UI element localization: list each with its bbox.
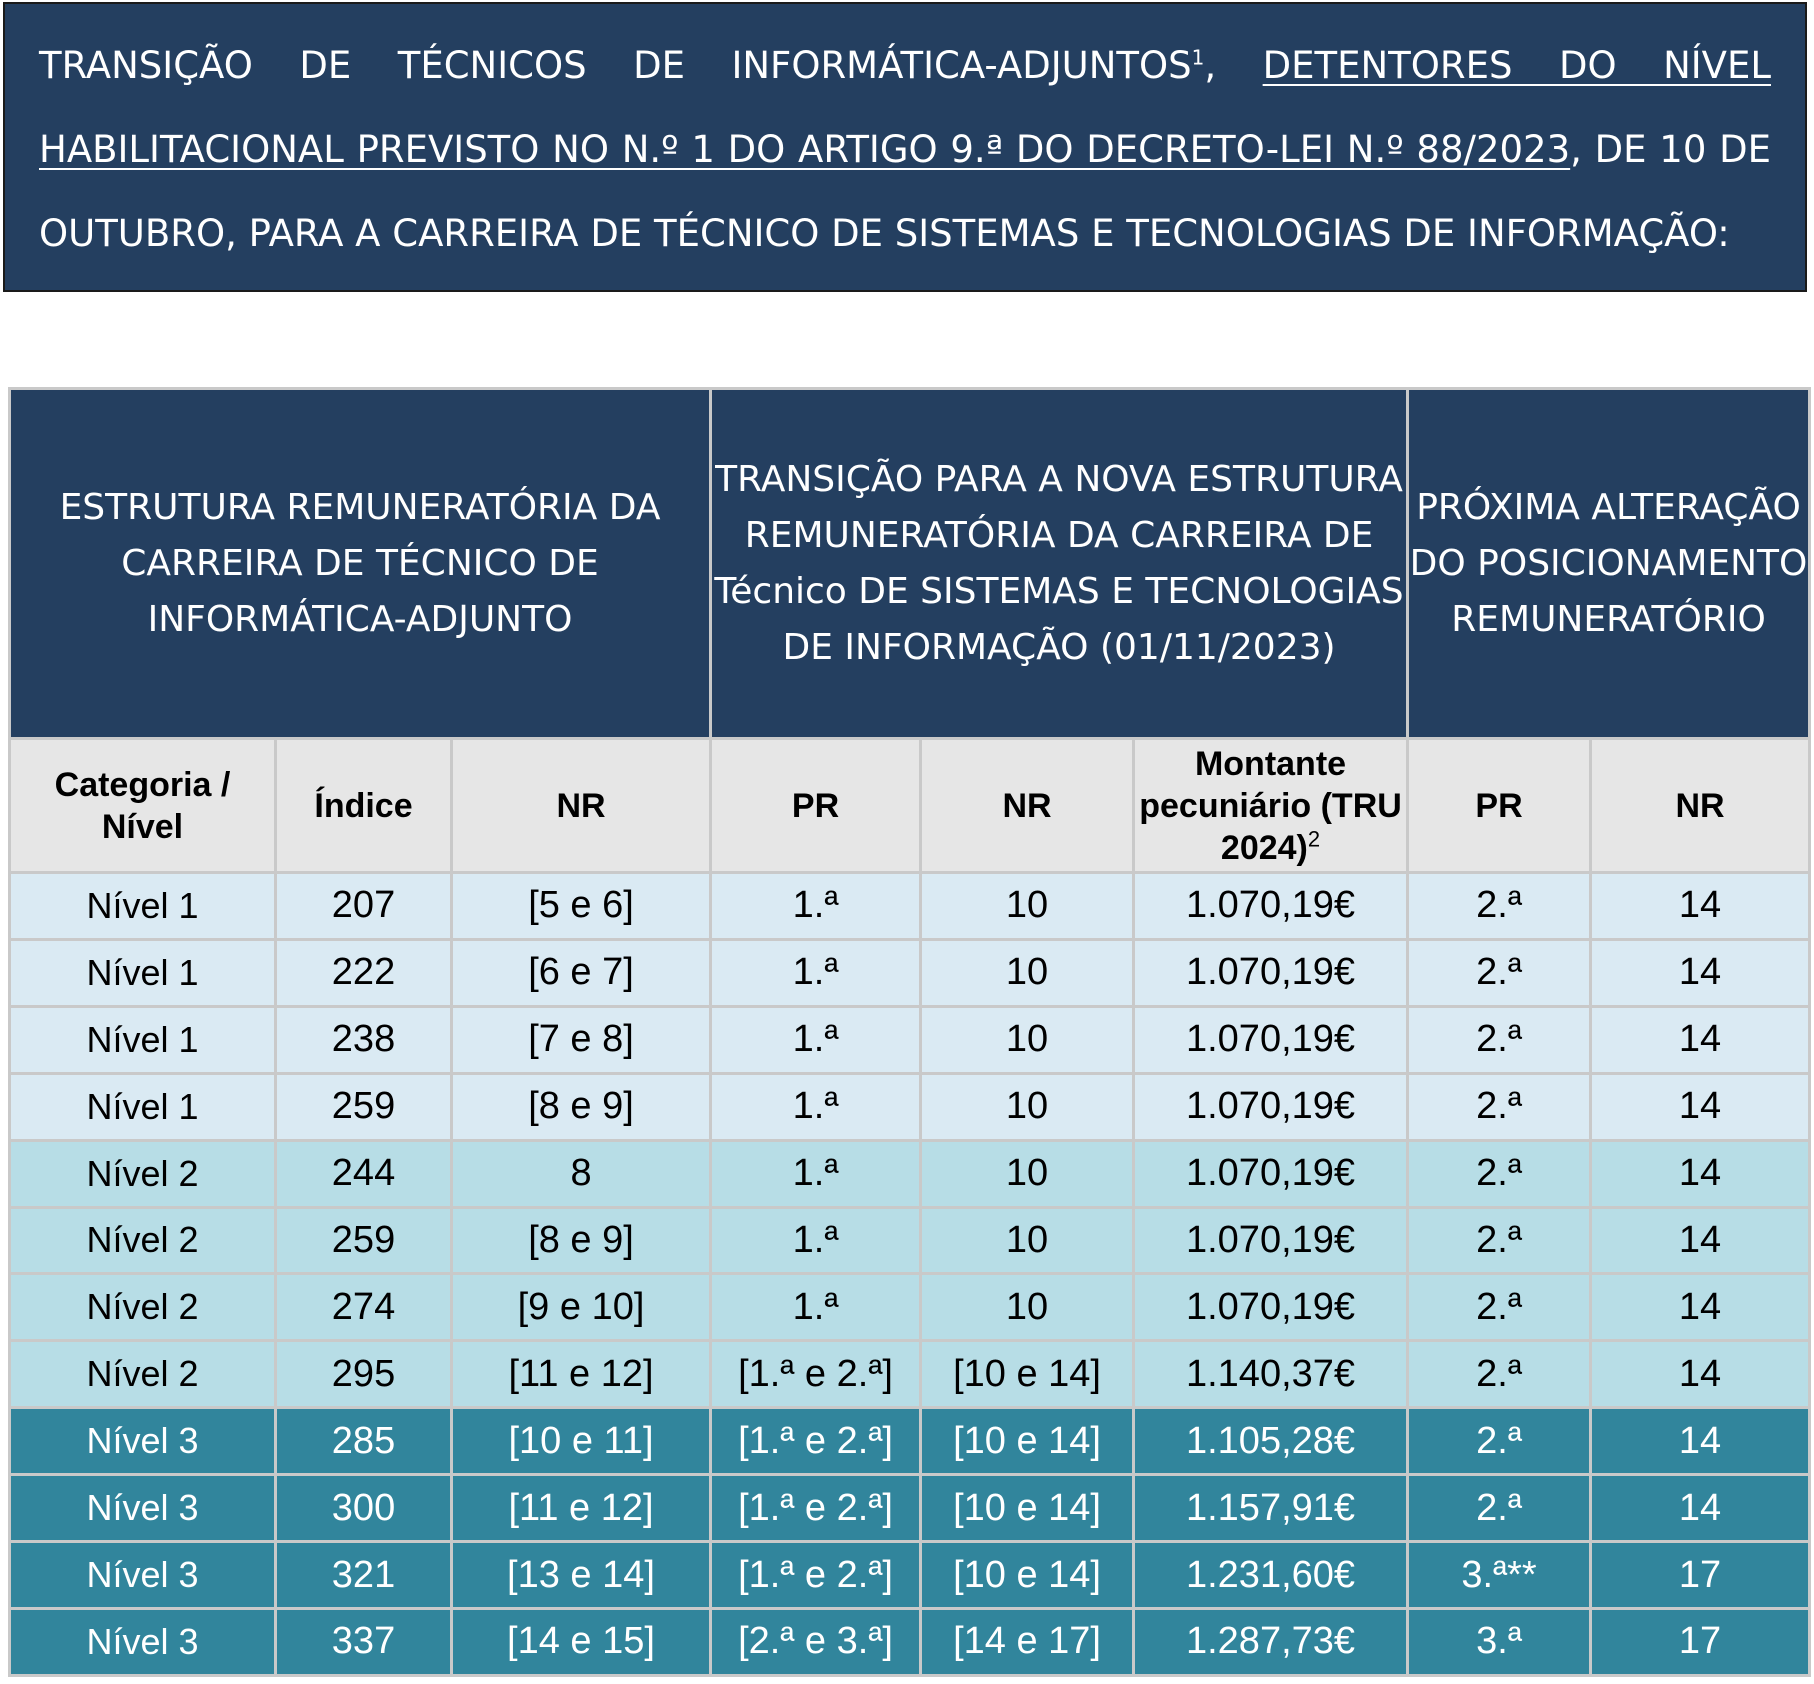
cell-nr-next: 14: [1591, 1341, 1810, 1408]
cell-pr-new: 1.ª: [711, 939, 921, 1006]
cell-categoria: Nível 2: [10, 1140, 276, 1207]
cell-montante: 1.070,19€: [1134, 1274, 1408, 1341]
cell-montante: 1.231,60€: [1134, 1542, 1408, 1609]
cell-nr-next: 14: [1591, 1408, 1810, 1475]
cell-categoria: Nível 1: [10, 1073, 276, 1140]
cell-pr-next: 2.ª: [1408, 1475, 1591, 1542]
montante-label: Montante pecuniário (TRU 2024): [1139, 744, 1402, 867]
cell-pr-next: 2.ª: [1408, 1073, 1591, 1140]
cell-indice: 321: [276, 1542, 452, 1609]
cell-montante: 1.287,73€: [1134, 1608, 1408, 1675]
cell-pr-new: [1.ª e 2.ª]: [711, 1341, 921, 1408]
group-header-row: [10, 389, 1810, 739]
cell-pr-next: 2.ª: [1408, 1006, 1591, 1073]
banner-text-part2: , DE 10 DE OUTUBRO, PARA A CARREIRA DE TÉCNICO DE SISTEMAS E TECNOLOGIAS DE INFORMAÇÃO:: [39, 128, 1771, 255]
cell-nr-new: 10: [921, 1006, 1134, 1073]
cell-nr-new: [10 e 14]: [921, 1408, 1134, 1475]
table-row: [10, 1542, 1810, 1609]
cell-nr-old: [14 e 15]: [452, 1608, 711, 1675]
cell-pr-new: 1.ª: [711, 1207, 921, 1274]
cell-pr-new: [1.ª e 2.ª]: [711, 1408, 921, 1475]
table-row: [10, 1341, 1810, 1408]
cell-categoria: Nível 3: [10, 1542, 276, 1609]
group-header-old-structure: ESTRUTURA REMUNERATÓRIA DA CARREIRA DE TÉCNICO DE INFORMÁTICA-ADJUNTO: [10, 389, 711, 739]
table-body: [10, 873, 1810, 1676]
cell-pr-new: 1.ª: [711, 1140, 921, 1207]
cell-nr-next: 17: [1591, 1608, 1810, 1675]
cell-montante: 1.070,19€: [1134, 1207, 1408, 1274]
col-header-montante: [1134, 739, 1408, 873]
cell-nr-next: 14: [1591, 1140, 1810, 1207]
cell-nr-new: 10: [921, 1274, 1134, 1341]
banner-separator: ,: [1204, 44, 1263, 87]
cell-nr-old: [13 e 14]: [452, 1542, 711, 1609]
table-row: [10, 1274, 1810, 1341]
col-header-indice: Índice: [276, 739, 452, 873]
cell-nr-old: [7 e 8]: [452, 1006, 711, 1073]
banner-text-part1: TRANSIÇÃO DE TÉCNICOS DE INFORMÁTICA-ADJUNTOS: [39, 44, 1192, 87]
cell-nr-new: [10 e 14]: [921, 1341, 1134, 1408]
cell-indice: 259: [276, 1073, 452, 1140]
table-row: [10, 873, 1810, 940]
cell-nr-new: 10: [921, 939, 1134, 1006]
cell-pr-next: 2.ª: [1408, 1207, 1591, 1274]
cell-montante: 1.070,19€: [1134, 1140, 1408, 1207]
cell-montante: 1.070,19€: [1134, 1006, 1408, 1073]
cell-nr-new: 10: [921, 1207, 1134, 1274]
cell-nr-new: [14 e 17]: [921, 1608, 1134, 1675]
cell-indice: 207: [276, 873, 452, 940]
cell-nr-old: [6 e 7]: [452, 939, 711, 1006]
cell-categoria: Nível 2: [10, 1341, 276, 1408]
cell-categoria: Nível 1: [10, 1006, 276, 1073]
cell-nr-next: 14: [1591, 1207, 1810, 1274]
table-row: [10, 1207, 1810, 1274]
group-header-next-change: PRÓXIMA ALTERAÇÃO DO POSICIONAMENTO REMUNERATÓRIO: [1408, 389, 1810, 739]
cell-montante: 1.070,19€: [1134, 939, 1408, 1006]
banner-footnote-1: 1: [1191, 45, 1205, 70]
cell-nr-new: 10: [921, 873, 1134, 940]
cell-montante: 1.070,19€: [1134, 1073, 1408, 1140]
cell-nr-old: [8 e 9]: [452, 1073, 711, 1140]
cell-pr-new: 1.ª: [711, 873, 921, 940]
cell-indice: 300: [276, 1475, 452, 1542]
table-row: [10, 1006, 1810, 1073]
cell-pr-next: 3.ª: [1408, 1608, 1591, 1675]
col-header-nr-new: NR: [921, 739, 1134, 873]
cell-indice: 222: [276, 939, 452, 1006]
cell-categoria: Nível 3: [10, 1608, 276, 1675]
cell-nr-new: [10 e 14]: [921, 1475, 1134, 1542]
cell-pr-next: 2.ª: [1408, 939, 1591, 1006]
cell-indice: 238: [276, 1006, 452, 1073]
cell-nr-next: 14: [1591, 1006, 1810, 1073]
cell-nr-next: 14: [1591, 873, 1810, 940]
cell-categoria: Nível 2: [10, 1207, 276, 1274]
cell-indice: 244: [276, 1140, 452, 1207]
cell-nr-next: 17: [1591, 1542, 1810, 1609]
cell-nr-next: 14: [1591, 1073, 1810, 1140]
cell-montante: 1.070,19€: [1134, 873, 1408, 940]
table-row: [10, 1608, 1810, 1675]
table-row: [10, 1475, 1810, 1542]
cell-nr-new: [10 e 14]: [921, 1542, 1134, 1609]
cell-nr-new: 10: [921, 1140, 1134, 1207]
cell-nr-old: [11 e 12]: [452, 1341, 711, 1408]
transition-table: [8, 387, 1811, 1677]
cell-nr-next: 14: [1591, 939, 1810, 1006]
cell-categoria: Nível 3: [10, 1475, 276, 1542]
cell-nr-next: 14: [1591, 1475, 1810, 1542]
cell-nr-next: 14: [1591, 1274, 1810, 1341]
cell-pr-next: 2.ª: [1408, 873, 1591, 940]
cell-indice: 259: [276, 1207, 452, 1274]
cell-pr-new: 1.ª: [711, 1274, 921, 1341]
column-header-row: [10, 739, 1810, 873]
cell-indice: 337: [276, 1608, 452, 1675]
cell-pr-new: 1.ª: [711, 1006, 921, 1073]
montante-footnote: 2: [1307, 826, 1321, 852]
title-banner: [3, 2, 1807, 292]
cell-montante: 1.140,37€: [1134, 1341, 1408, 1408]
cell-indice: 295: [276, 1341, 452, 1408]
cell-nr-old: [11 e 12]: [452, 1475, 711, 1542]
col-header-categoria: Categoria / Nível: [10, 739, 276, 873]
col-header-pr-new: PR: [711, 739, 921, 873]
cell-categoria: Nível 2: [10, 1274, 276, 1341]
cell-indice: 274: [276, 1274, 452, 1341]
table-row: [10, 1140, 1810, 1207]
cell-nr-old: [10 e 11]: [452, 1408, 711, 1475]
cell-categoria: Nível 3: [10, 1408, 276, 1475]
cell-indice: 285: [276, 1408, 452, 1475]
cell-pr-next: 2.ª: [1408, 1140, 1591, 1207]
cell-pr-new: [1.ª e 2.ª]: [711, 1542, 921, 1609]
cell-nr-old: [9 e 10]: [452, 1274, 711, 1341]
cell-pr-next: 3.ª**: [1408, 1542, 1591, 1609]
group-header-new-structure: TRANSIÇÃO PARA A NOVA ESTRUTURA REMUNERATÓRIA DA CARREIRA DE Técnico DE SISTEMAS E TECNOLOGIAS DE INFORMAÇÃO (01/11/2023): [711, 389, 1408, 739]
cell-nr-old: 8: [452, 1140, 711, 1207]
cell-categoria: Nível 1: [10, 873, 276, 940]
cell-montante: 1.105,28€: [1134, 1408, 1408, 1475]
banner-underlined-text: DETENTORES DO NÍVEL HABILITACIONAL PREVISTO NO N.º 1 DO ARTIGO 9.ª DO DECRETO-LEI N.º 88/2023: [39, 44, 1771, 171]
col-header-pr-next: PR: [1408, 739, 1591, 873]
cell-pr-new: [2.ª e 3.ª]: [711, 1608, 921, 1675]
table-row: [10, 939, 1810, 1006]
table-row: [10, 1408, 1810, 1475]
col-header-nr-next: NR: [1591, 739, 1810, 873]
col-header-nr-old: NR: [452, 739, 711, 873]
cell-pr-next: 2.ª: [1408, 1341, 1591, 1408]
cell-nr-old: [8 e 9]: [452, 1207, 711, 1274]
cell-pr-new: 1.ª: [711, 1073, 921, 1140]
cell-pr-next: 2.ª: [1408, 1408, 1591, 1475]
table-row: [10, 1073, 1810, 1140]
cell-pr-new: [1.ª e 2.ª]: [711, 1475, 921, 1542]
cell-categoria: Nível 1: [10, 939, 276, 1006]
cell-nr-new: 10: [921, 1073, 1134, 1140]
cell-nr-old: [5 e 6]: [452, 873, 711, 940]
cell-pr-next: 2.ª: [1408, 1274, 1591, 1341]
cell-montante: 1.157,91€: [1134, 1475, 1408, 1542]
